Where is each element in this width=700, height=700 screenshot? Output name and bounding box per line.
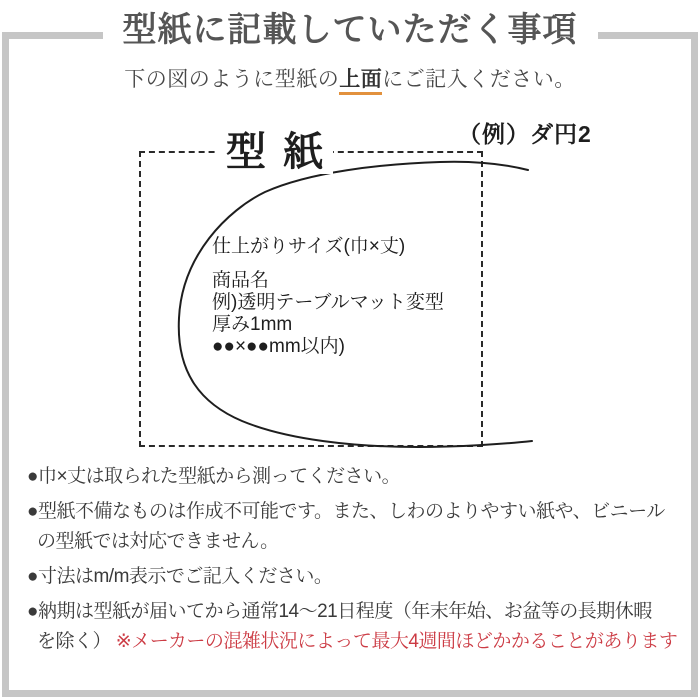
example-shape-label: （例）ダ円2 bbox=[458, 121, 592, 147]
page-title bbox=[0, 8, 700, 52]
note-mm-notation bbox=[27, 562, 679, 592]
note-delivery-time bbox=[27, 597, 679, 657]
inscription-product-example: 例)透明テーブルマット変型 bbox=[212, 292, 444, 313]
delivery-warning-text: ※メーカーの混雑状況によって最大4週間ほどかかることがあります bbox=[115, 631, 678, 652]
inscription-dimensions: ●●×●●mm以内) bbox=[212, 336, 345, 357]
inscription-thickness: 厚み1mm bbox=[212, 314, 293, 335]
inscription-product-name: 商品名 bbox=[212, 270, 270, 291]
note-defective-line2: の型紙では対応できません。 bbox=[37, 531, 279, 552]
page-title-text: 型紙に記載していただく事項 bbox=[103, 8, 598, 52]
subtitle-prefix: 下の図のように型紙の bbox=[124, 68, 340, 91]
pattern-inscription bbox=[212, 236, 444, 358]
inscription-finished-size: 仕上がりサイズ(巾×丈) bbox=[212, 236, 406, 257]
note-measure-text: ●巾×丈は取られた型紙から測ってください。 bbox=[27, 466, 401, 487]
note-mm-text: ●寸法はm/m表示でご記入ください。 bbox=[27, 566, 333, 587]
note-defective-pattern bbox=[27, 497, 679, 557]
note-measure bbox=[27, 462, 679, 492]
note-delivery-line1: ●納期は型紙が届いてから通常14〜21日程度（年末年始、お盆等の長期休暇 bbox=[27, 601, 652, 622]
pattern-paper-label: 型 紙 bbox=[216, 130, 333, 174]
notes-list bbox=[27, 462, 679, 662]
subtitle-suffix: にご記入ください。 bbox=[382, 68, 576, 91]
note-defective-line1: ●型紙不備なものは作成不可能です。また、しわのよりやすい紙や、ビニール bbox=[27, 501, 665, 522]
subtitle-emphasis-topface: 上面 bbox=[339, 68, 382, 95]
page-subtitle bbox=[0, 64, 700, 96]
note-delivery-line2: を除く） bbox=[37, 631, 112, 652]
